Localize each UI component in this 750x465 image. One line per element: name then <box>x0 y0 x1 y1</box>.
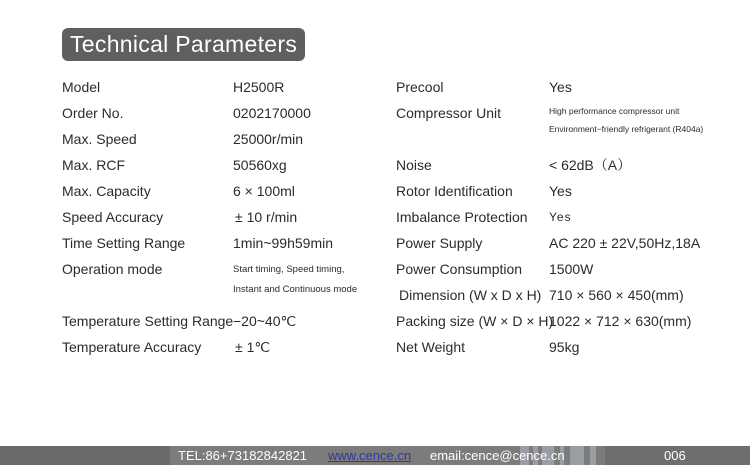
spec-value-model: H2500R <box>233 79 285 95</box>
footer-email[interactable]: email:cence@cence.cn <box>430 448 565 463</box>
spec-label-imbalance-protection: Imbalance Protection <box>396 209 528 225</box>
page-title: Technical Parameters <box>62 28 305 61</box>
spec-label-compressor-unit: Compressor Unit <box>396 105 502 121</box>
spec-label-time-setting-range: Time Setting Range <box>62 235 186 251</box>
spec-label-power-consumption: Power Consumption <box>396 261 523 277</box>
footer-stripe <box>570 446 584 465</box>
footer-tel: TEL:86+73182842821 <box>178 448 308 463</box>
footer-website-link[interactable]: www.cence.cn <box>328 448 412 463</box>
spec-value-dimension: 710 × 560 × 450(mm) <box>549 287 684 303</box>
spec-label-speed-accuracy: Speed Accuracy <box>62 209 164 225</box>
spec-value-operation-mode-line1: Start timing, Speed timing, <box>233 264 345 275</box>
spec-label-precool: Precool <box>396 79 444 95</box>
spec-label-temperature-setting-range: Temperature Setting Range <box>62 313 234 329</box>
spec-label-rotor-identification: Rotor Identification <box>396 183 513 199</box>
spec-label-dimension: Dimension (W x D x H) <box>399 287 542 303</box>
spec-label-order-no: Order No. <box>62 105 124 121</box>
footer-stripe <box>590 446 596 465</box>
page-number: 006 <box>664 448 686 463</box>
spec-value-precool: Yes <box>549 79 572 95</box>
spec-label-packing-size: Packing size (W × D × H) <box>396 313 554 329</box>
spec-value-imbalance-protection: Yes <box>549 210 572 224</box>
spec-value-compressor-unit-line2: Environment−friendly refrigerant (R404a) <box>549 124 704 134</box>
footer-bar <box>0 446 750 465</box>
spec-value-temperature-accuracy: ± 1℃ <box>235 339 271 355</box>
spec-value-order-no: 0202170000 <box>233 105 311 121</box>
spec-value-temperature-setting-range: −20~40℃ <box>233 313 297 329</box>
spec-label-power-supply: Power Supply <box>396 235 483 251</box>
spec-label-max-rcf: Max. RCF <box>62 157 125 173</box>
spec-label-max-speed: Max. Speed <box>62 131 137 147</box>
spec-label-net-weight: Net Weight <box>396 339 465 355</box>
spec-label-noise: Noise <box>396 157 432 173</box>
spec-value-packing-size: 1022 × 712 × 630(mm) <box>549 313 692 329</box>
spec-value-net-weight: 95kg <box>549 339 580 355</box>
spec-value-rotor-identification: Yes <box>549 183 572 199</box>
spec-value-max-rcf: 50560xg <box>233 157 287 173</box>
spec-value-speed-accuracy: ± 10 r/min <box>235 209 298 225</box>
spec-label-temperature-accuracy: Temperature Accuracy <box>62 339 202 355</box>
spec-label-operation-mode: Operation mode <box>62 261 163 277</box>
spec-label-max-capacity: Max. Capacity <box>62 183 151 199</box>
spec-label-model: Model <box>62 79 101 95</box>
spec-value-max-speed: 25000r/min <box>233 131 304 147</box>
spec-value-max-capacity: 6 × 100ml <box>233 183 295 199</box>
spec-value-operation-mode-line2: Instant and Continuous mode <box>233 284 358 295</box>
spec-value-noise: < 62dB（A） <box>549 157 632 173</box>
spec-value-time-setting-range: 1min~99h59min <box>233 235 334 251</box>
spec-value-power-consumption: 1500W <box>549 261 594 277</box>
footer-dark-segment <box>0 446 170 465</box>
spec-value-power-supply: AC 220 ± 22V,50Hz,18A <box>549 235 701 251</box>
spec-value-compressor-unit-line1: High performance compressor unit <box>549 106 680 116</box>
